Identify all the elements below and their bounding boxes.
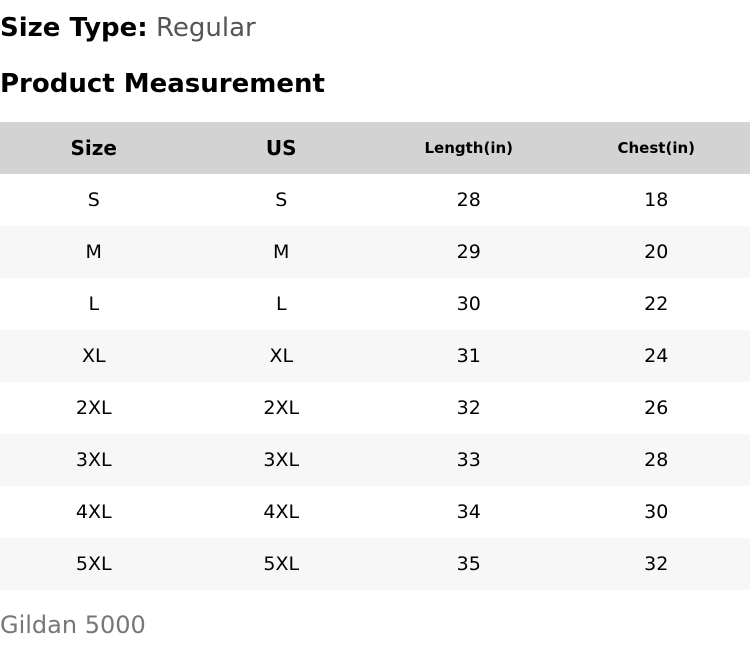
cell-size: 3XL: [75, 449, 112, 471]
table-row: [0, 330, 750, 382]
header-size: Size: [70, 136, 117, 160]
cell-length: 32: [456, 397, 481, 419]
cell-chest: 24: [644, 345, 669, 367]
cell-chest: 26: [644, 397, 669, 419]
cell-size: S: [87, 189, 100, 211]
cell-chest: 28: [644, 449, 669, 471]
cell-length: 35: [456, 553, 481, 575]
cell-us: 5XL: [263, 553, 300, 575]
table-header-row: [0, 122, 750, 174]
section-heading: Product Measurement: [0, 69, 325, 99]
cell-size: L: [88, 293, 100, 315]
header-chest: Chest(in): [617, 139, 695, 157]
table-row: [0, 486, 750, 538]
cell-chest: 32: [644, 553, 669, 575]
table-row: [0, 226, 750, 278]
cell-size: XL: [81, 345, 106, 367]
cell-us: 2XL: [263, 397, 300, 419]
cell-us: XL: [269, 345, 294, 367]
size-type: [0, 12, 256, 44]
header-us: US: [265, 136, 297, 160]
cell-length: 30: [456, 293, 481, 315]
cell-us: L: [275, 293, 287, 315]
cell-length: 28: [456, 189, 481, 211]
product-model-label: Gildan 5000: [0, 611, 146, 639]
cell-us: S: [275, 189, 288, 211]
cell-size: 5XL: [75, 553, 112, 575]
cell-chest: 18: [644, 189, 669, 211]
table-row: [0, 434, 750, 486]
cell-length: 34: [456, 501, 481, 523]
header-length: Length(in): [424, 139, 514, 157]
table-row: [0, 278, 750, 330]
size-type-label: Size Type:: [0, 13, 148, 43]
size-chart-table: [0, 122, 750, 590]
table-row: [0, 538, 750, 590]
cell-length: 31: [456, 345, 481, 367]
table-row: [0, 174, 750, 226]
cell-us: 3XL: [263, 449, 300, 471]
cell-size: 2XL: [75, 397, 112, 419]
cell-size: M: [85, 241, 102, 263]
size-type-value: Regular: [155, 13, 256, 43]
cell-size: 4XL: [75, 501, 112, 523]
cell-chest: 30: [644, 501, 669, 523]
cell-us: 4XL: [263, 501, 300, 523]
cell-length: 29: [456, 241, 481, 263]
cell-chest: 20: [644, 241, 669, 263]
cell-length: 33: [456, 449, 481, 471]
cell-us: M: [273, 241, 290, 263]
table-row: [0, 382, 750, 434]
cell-chest: 22: [644, 293, 669, 315]
